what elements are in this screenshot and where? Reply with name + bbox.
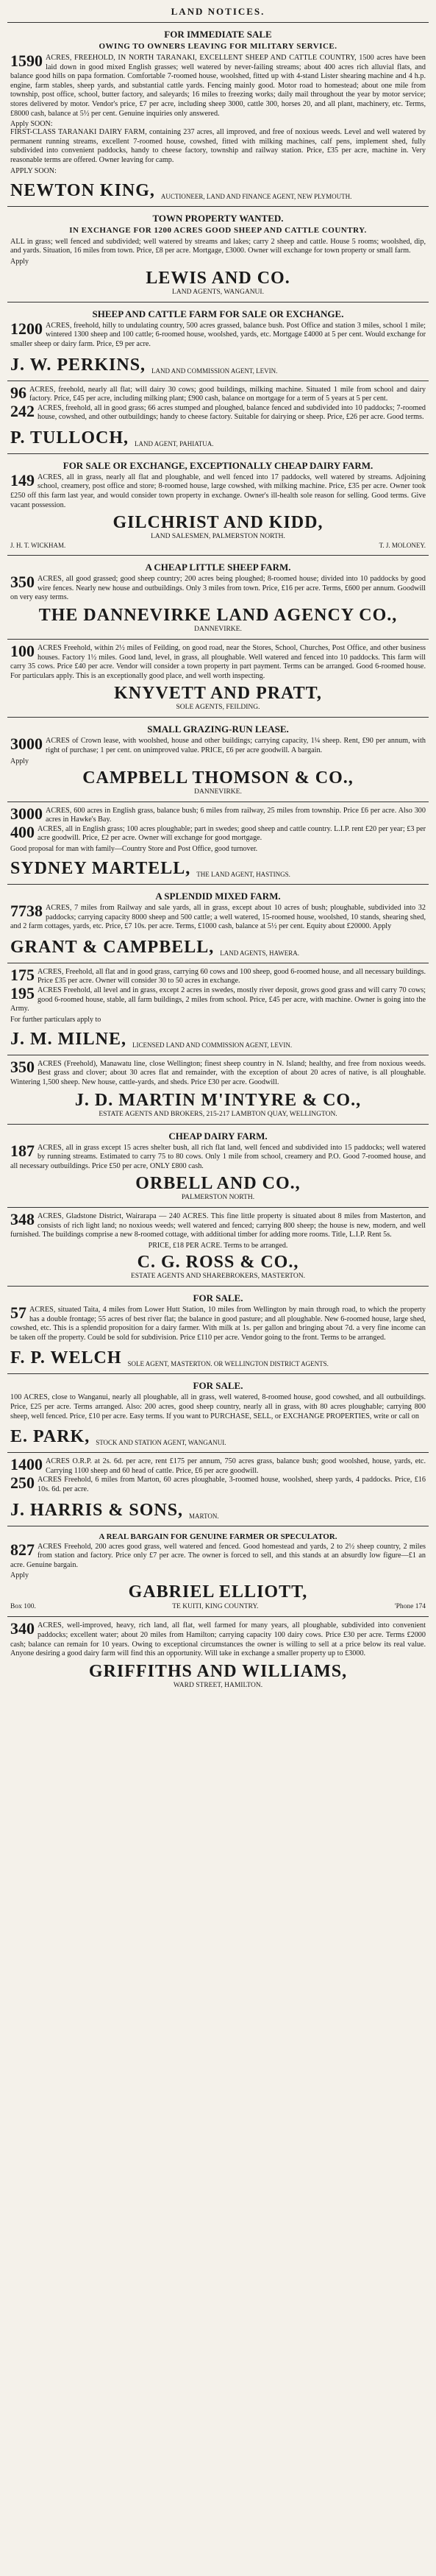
ad-acreage-2: 195 (10, 983, 35, 1002)
ad-agent-role: LICENSED LAND AND COMMISSION AGENT, LEVIN. (132, 1041, 293, 1049)
ad-body (10, 1457, 426, 1476)
ad-heading: A SPLENDID MIXED FARM. (155, 890, 281, 902)
ad-agent-role: TE KUITI, KING COUNTRY. (172, 1603, 259, 1611)
ad-heading: FOR IMMEDIATE SALE (164, 29, 272, 40)
ad-body (10, 470, 426, 510)
ad-text: ACRES, freehold, hilly to undulating country, 500 acres grassed, balance bush. Post Office and station 3 miles, school 1 mile; wintered 1300 sheep and 100 cattle; 6-roomed house, woolshed, yards, etc. Mortgage £4000 at 5 per cent. Would exchange for smaller sheep or dairy farm. Price, £9 per acre. (10, 321, 426, 348)
ad-agent-role: MARTON. (189, 1512, 219, 1520)
ad-agent-role: LAND AGENTS, HAWERA. (220, 949, 300, 957)
ad-body (10, 1540, 426, 1571)
ad-body (10, 1141, 426, 1172)
ad-apply: For further particulars apply to (10, 1015, 101, 1024)
ad-elliott (7, 1526, 429, 1617)
ad-agent-role: STOCK AND STATION AGENT, WANGANUI. (96, 1439, 226, 1447)
ad-agent-line (10, 935, 426, 957)
ad-agent-name: J. HARRIS & SONS, (10, 1500, 184, 1520)
ad-text: ACRES Freehold, 200 acres good grass, well watered and fenced. Good homestead and yards, 2 to 2½ sheep country, 2 miles from station and factory. Price only £7 per acre. The owner is forced to sell, and this stands at an absurdly low figure—£1 an acre. Genuine bargain. (10, 1542, 426, 1569)
ad-heading: FOR SALE OR EXCHANGE, EXCEPTIONALLY CHEAP DAIRY FARM. (62, 459, 374, 471)
ad-apply: Apply (10, 1571, 29, 1580)
ad-agent-role: LAND AGENT, PAHIATUA. (135, 439, 214, 447)
ad-text: ALL in grass; well fenced and subdivided; well watered by streams and lakes; carry 2 sheep and cattle. House 5 rooms; woolshed, dip, and yards. Situation, 16 miles from town. Price, £8 per acre. Mortgage, £3000. Owner will exchange for town property or small farm. (10, 237, 426, 255)
ad-text-2: ACRES Freehold, all level and in grass, except 2 acres in swedes, mostly river deposit, grows good grass and will carry 70 cows; good 6-roomed house, stable, all farm buildings, 2 miles from school. Price, £45 per acre, with machine. Owner is going into the Army. (10, 986, 426, 1013)
ad-agent-role: PALMERSTON NORTH. (181, 1194, 255, 1202)
ad-acreage: 340 (10, 1619, 35, 1638)
ad-text: ACRES, Gladstone District, Wairarapa — 240 ACRES. This fine little property is situated about 8 miles from Masterton, and consists of rich light land; no noxious weeds; well watered and fenced; carrying 800 sheep; the house is new, modern, and well furnished. The buildings comprise a new 8-roomed cottage, with additional timber for adding more rooms. Title, L.I.P. Rent 5s. (10, 1212, 426, 1239)
ad-agent-line (10, 1345, 426, 1367)
ad-agent-line (10, 1027, 426, 1049)
ad-apply: Apply SOON: (10, 120, 53, 129)
ad-agent-role: DANNEVIRKE. (194, 626, 242, 634)
ad-text: ACRES, all in grass, nearly all flat and ploughable, and well fenced into 17 paddocks, well watered by streams. Adjoining school, creamery, post office and store; 8-roomed house, large cowshed, with milking machine. Price, £35 per acre. Owner took £250 off this farm last year, and would consider town property in exchange. Owner's ill-health sole reason for selling. Good terms. Give vacant possession. (10, 473, 426, 509)
ad-acreage: 350 (10, 1057, 35, 1076)
ad-acreage-2: 250 (10, 1473, 35, 1493)
ad-acreage: 1200 (10, 319, 43, 338)
ad-agent-name: E. PARK, (10, 1427, 90, 1447)
ad-agent-name: GILCHRIST AND KIDD, (112, 513, 324, 533)
ad-body (10, 644, 426, 681)
ad-agent-role: LAND AND COMMISSION AGENT, LEVIN. (151, 367, 278, 375)
ad-agent-name: NEWTON KING, (10, 180, 155, 200)
ad-agent-role: DANNEVIRKE. (194, 788, 242, 796)
ad-acreage: 175 (10, 965, 35, 984)
ad-text: ACRES, all good grassed; good sheep country; 200 acres being ploughed; 8-roomed house; divided into 10 paddocks by good wire fences. Nearly new house and outbuildings. Only 3 miles from town. Price, £16 per acre. Terms, £600 per annum. Goodwill on very easy terms. (10, 575, 426, 602)
ad-heading: CHEAP DAIRY FARM. (168, 1130, 268, 1142)
ad-agent-role: SOLE AGENTS, FEILDING. (176, 704, 260, 712)
ad-acreage: 350 (10, 573, 35, 592)
ad-agent-name: CAMPBELL THOMSON & CO., (82, 768, 354, 788)
ad-text: ACRES of Crown lease, with woolshed, house and other buildings; carrying capacity, 1¼ sheep. Rent, £90 per annum, with right of purchase; 1 per cent. on unimproved value. PRICE, £6 per acre goodwill. A bargain. (46, 737, 426, 754)
ad-acreage: 96 (10, 383, 26, 402)
ad-body (10, 965, 426, 986)
ad-body (10, 1057, 426, 1088)
partner-name: T. J. MOLONEY. (379, 542, 426, 550)
ad-agent-line (10, 1424, 426, 1446)
ad-acreage: 187 (10, 1141, 35, 1160)
ad-lewis (7, 206, 429, 302)
ad-text: ACRES, Freehold, all flat and in good grass, carrying 60 cows and 100 sheep, good 6-roomed house, and all necessary buildings. Price £35 per acre. Owner will consider 30 to 50 acres in exchange. (37, 967, 426, 986)
ad-acreage: 149 (10, 470, 35, 489)
ad-text: ACRES O.R.P. at 2s. 6d. per acre, rent £175 per annum, 750 acres grass, balance bush; good woolshed, house, yards, etc. Carrying 1100 sheep and 60 head of cattle. Price, £6 per acre goodwill. (46, 1457, 426, 1475)
ad-extra-apply: APPLY SOON: (10, 166, 57, 175)
ad-body (10, 319, 426, 350)
ad-apply: Apply (10, 257, 29, 266)
ad-text: ACRES, 7 miles from Railway and sale yards, all in grass, except about 10 acres of bush; ploughable, subdivided into 32 paddocks; carrying capacity 8000 sheep and 500 cattle; a well watered, 15-roomed house, woolshed, 10 stands, shearing shed, and 2 farm cottages, yards, etc. Price, £7 10s. per acre. Terms, £1000 cash, balance at 5½ per cent. Equity about £20000. Apply (10, 903, 426, 931)
ad-heading: FOR SALE. (193, 1380, 243, 1392)
ad-acreage: 100 (10, 642, 35, 661)
ad-agent-name: J. W. PERKINS, (10, 355, 146, 375)
ad-agent-role: WARD STREET, HAMILTON. (173, 1681, 263, 1689)
ad-body-2 (10, 1473, 426, 1494)
ad-body (10, 1621, 426, 1658)
ad-agent-name: LEWIS AND CO. (146, 268, 290, 288)
page-title: LAND NOTICES. (171, 6, 265, 17)
ad-text: ACRES, situated Taita, 4 miles from Lower Hutt Station, 10 miles from Wellington by main through road, to which the property has a double frontage; 55 acres of best river flat; the balance in good pasture; and all ploughable. New 6-roomed house, large shed, cowshed, etc. This is a splendid proposition for a dairy farmer. With milk at 1s. per gallon and bringing about 7d. a very fine income can be taken off the property. Could be sold for subdivision. Price £110 per acre. Vendor going to the front. Terms to be arranged. (10, 1306, 426, 1342)
ad-martin-mintyre (7, 1055, 429, 1124)
ad-heading: A REAL BARGAIN FOR GENUINE FARMER OR SPECULATOR. (99, 1532, 337, 1541)
ad-agent-name: C. G. ROSS & CO., (137, 1253, 299, 1273)
ad-body (10, 1303, 426, 1342)
ad-apply: Apply (10, 757, 29, 765)
ad-welch (7, 1286, 429, 1373)
ad-price: PRICE, £18 PER ACRE. Terms to be arranged. (148, 1242, 288, 1250)
po-box: Box 100. (10, 1603, 36, 1611)
ad-agent-name: GABRIEL ELLIOTT, (128, 1582, 308, 1602)
ad-text-2: ACRES, freehold, all in good grass; 66 acres stumped and ploughed, balance fenced and subdivided into 10 paddocks; 7-roomed house, cowshed, and other outbuildings; handy to cheese factory. Suitable for dairying or sheep. Price, £26 per acre. Good terms. (37, 403, 426, 422)
ad-milne (7, 963, 429, 1055)
ad-agent-name: P. TULLOCH, (10, 428, 129, 447)
ad-text: ACRES (Freehold), Manawatu line, close Wellington; finest sheep country in N. Island; healthy, and free from noxious weeds. Best grass and clover; about 30 acres flat and remainder, with the exception of about 20 acres of native, is all ploughable. Wintering 1,500 sheep. New house, cattle-yards, and sheds. Price £30 per acre. Goodwill. (10, 1059, 426, 1086)
ad-acreage: 3000 (10, 804, 43, 823)
ad-acreage: 348 (10, 1210, 35, 1229)
ad-text-2: ACRES Freehold, 6 miles from Marton, 60 acres ploughable, 3-roomed house, woolshed, sheep yards, 4 paddocks. Price, £16 10s. 6d. per acre. (37, 1476, 426, 1493)
ad-heading: SMALL GRAZING-RUN LEASE. (147, 723, 289, 735)
ad-agent-name: F. P. WELCH (10, 1348, 122, 1368)
ad-text: ACRES, freehold, nearly all flat; will dairy 30 cows; good buildings, milking machine. Situated 1 mile from school and dairy factory. Price, £45 per acre, including milking plant; £900 cash, balance on mortgage for a term of 5 years at 5 per cent. (29, 385, 426, 403)
ad-park (7, 1373, 429, 1452)
ad-acreage: 7738 (10, 901, 43, 920)
ad-ross (7, 1207, 429, 1286)
ad-apply: Good proposal for man with family—Country Store and Post Office, good turnover. (10, 844, 258, 853)
ad-text: ACRES Freehold, within 2½ miles of Feilding, on good road, near the Stores, School, Churches, Post Office, and other business houses. Factory 1½ miles. Good land, level, in grass, all ploughable. Well watered and fenced into 10 paddocks. This farm will carry 35 cows. Price £40 per acre. Vendor will consider a town property in part payment. Terms can be arranged. Good 6-roomed house. For particulars apply. This is an exceptionally good place, and well worth inspecting. (10, 644, 426, 680)
ad-agent-role: ESTATE AGENTS AND BROKERS, 215-217 LAMBTON QUAY, WELLINGTON. (99, 1110, 337, 1118)
ad-text: ACRES, FREEHOLD, IN NORTH TARANAKI, EXCELLENT SHEEP AND CATTLE COUNTRY, 1500 acres have been laid down in good mixed English grasses; well watered by never-failing streams; about 400 acres rich alluvial flats, and balance good hills on papa formation. Comfortable 7-roomed house, woolshed, fitted up with 4-stand Lister shearing machine and 4 h.p. engine, farm stables, sheep yards, and substantial cattle yards. Fencing mainly good. Motor road to homestead; about one mile from township, post office, school, butter factory, and saleyards; 16 miles to freezing works; daily mail throughout the year by motor service; stores delivered by motor. Vendor's price, £7 per acre, including sheep 3000, cattle 300, horses 20, and all plant, machinery, etc. Terms, £8000 cash, balance at 5½ per cent. Genuine inquiries only answered. (10, 54, 426, 118)
ad-agent-name: SYDNEY MARTELL, (10, 858, 191, 878)
ad-body (10, 1212, 426, 1240)
ad-subheading: IN EXCHANGE FOR 1200 ACRES GOOD SHEEP AND CATTLE COUNTRY. (69, 225, 367, 235)
ad-agent-role: THE LAND AGENT, HASTINGS. (196, 870, 290, 878)
partner-name: J. H. T. WICKHAM. (10, 542, 66, 550)
ad-text: ACRES, 600 acres in English grass, balance bush; 6 miles from railway, 25 miles from township. Price £6 per acre. Also 300 acres in Hawke's Bay. (46, 806, 426, 824)
ad-body-2 (10, 401, 426, 422)
ad-agent-name: THE DANNEVIRKE LAND AGENCY CO., (38, 606, 398, 626)
ad-text: ACRES, all in grass except 15 acres shelter bush, all rich flat land, well fenced and subdivided into 15 paddocks; well watered by running streams. Estimated to carry 75 to 80 cows. Only 1 mile from school, creamery and P.O. Good 7-roomed house, and all necessary outbuildings. Price £50 per acre, ONLY £800 cash. (10, 1143, 426, 1170)
ad-agent-role: SOLE AGENT, MASTERTON. OR WELLINGTON DISTRICT AGENTS. (127, 1360, 329, 1368)
ad-body (10, 54, 426, 118)
ad-agent-line (10, 1498, 426, 1520)
ad-campbell-thomson (7, 717, 429, 801)
ad-agent-name: J. M. MILNE, (10, 1029, 126, 1049)
ad-subheading: OWING TO OWNERS LEAVING FOR MILITARY SERVICE. (99, 42, 337, 51)
ad-dannevirke-land (7, 555, 429, 639)
ad-harris (7, 1452, 429, 1525)
ad-gilchrist (7, 453, 429, 555)
ad-text: ACRES, well-improved, heavy, rich land, all flat, well farmed for many years, all ploughable, subdivided into convenient paddocks; excellent water; about 20 miles from Hamilton; carrying capacity 100 dairy cows. Price £30 per acre. Terms £2000 cash; balance can remain for 10 years. Owing to exceptional circumstances the owner is willing to sell at a price below its real value. Anyone desiring a good dairy farm will find this an opportunity. Will take in exchange a smaller property up to £3000. (10, 1621, 426, 1658)
ad-orbell (7, 1124, 429, 1208)
ad-extra: FIRST-CLASS TARANAKI DAIRY FARM, containing 237 acres, all improved, and free of noxious weeds. Level and well watered by permanent running streams, excellent 7-roomed house, cowshed, fitted with milking machines, calf pens, implement shed, fully subdivided into convenient paddocks, handy to cheese factory, township and railway station. Price, £35 per acre, machine in. Very reasonable terms are offered. Owner leaving for camp. (10, 128, 426, 164)
ad-acreage: 57 (10, 1303, 26, 1323)
ad-contact-row (10, 1603, 426, 1610)
ad-grant-campbell (7, 884, 429, 963)
ad-body (10, 383, 426, 404)
ad-acreage: 1400 (10, 1455, 43, 1474)
ad-perkins (7, 302, 429, 381)
ad-acreage: 1590 (10, 52, 43, 70)
ad-agent-role: LAND AGENTS, WANGANUI. (172, 288, 264, 296)
ad-knyvett-pratt (7, 639, 429, 717)
ad-agent-line (10, 425, 426, 447)
ad-text: 100 ACRES, close to Wanganui, nearly all ploughable, all in grass, well watered, 8-roomed house, good cowshed, and all outbuildings. Price, £25 per acre. Terms arranged. Also: 200 acres, good sheep country, nearly all in grass, with 80 acres ploughable; carrying 800 sheep, well fenced. Price, £10 per acre. Easy terms. If you want to PURCHASE, SELL, or EXCHANGE PROPERTIES, write or call on (10, 1393, 426, 1420)
ad-acreage-2: 242 (10, 401, 35, 420)
ad-body-2 (10, 822, 426, 843)
ad-body (10, 804, 426, 825)
ad-agent-line (10, 353, 426, 375)
ad-heading: TOWN PROPERTY WANTED. (152, 212, 284, 224)
ad-tulloch (7, 381, 429, 453)
ad-partner-names (10, 542, 426, 549)
ad-agent-role: LAND SALESMEN, PALMERSTON NORTH. (151, 533, 285, 541)
ad-newton-king (7, 22, 429, 206)
ad-body-2 (10, 983, 426, 1014)
ad-heading: A CHEAP LITTLE SHEEP FARM. (145, 562, 291, 573)
ad-agent-role: AUCTIONEER, LAND AND FINANCE AGENT, NEW PLYMOUTH. (160, 192, 352, 200)
ad-text-2: ACRES, all in English grass; 100 acres ploughable; part in swedes; good sheep and cattle country. L.I.P. rent £20 per year; £3 per acre goodwill. Price, £2 per acre. Owner will exchange for good mortgage. (37, 824, 426, 843)
ad-acreage: 827 (10, 1540, 35, 1559)
ad-acreage: 3000 (10, 735, 43, 754)
ad-body (10, 901, 426, 932)
ad-agent-name: J. D. MARTIN M'INTYRE & CO., (74, 1090, 362, 1110)
ad-sydney-martell (7, 802, 429, 884)
ad-heading: FOR SALE. (193, 1292, 243, 1304)
ad-heading: SHEEP AND CATTLE FARM FOR SALE OR EXCHANGE. (92, 308, 344, 319)
ad-acreage-2: 400 (10, 822, 35, 841)
ad-agent-name: ORBELL AND CO., (135, 1174, 301, 1194)
ad-agent-line (10, 178, 426, 200)
ad-agent-name: GRIFFITHS AND WILLIAMS, (88, 1661, 348, 1681)
phone-number: 'Phone 174 (394, 1603, 426, 1611)
ad-griffiths-williams (7, 1616, 429, 1694)
ad-agent-name: GRANT & CAMPBELL, (10, 937, 215, 957)
ad-agent-role: ESTATE AGENTS AND SHAREBROKERS, MASTERTON. (130, 1273, 306, 1281)
ad-body (10, 575, 426, 603)
ad-agent-name: KNYVETT AND PRATT, (114, 684, 322, 704)
ad-body (10, 737, 426, 755)
ad-agent-line (10, 856, 426, 878)
